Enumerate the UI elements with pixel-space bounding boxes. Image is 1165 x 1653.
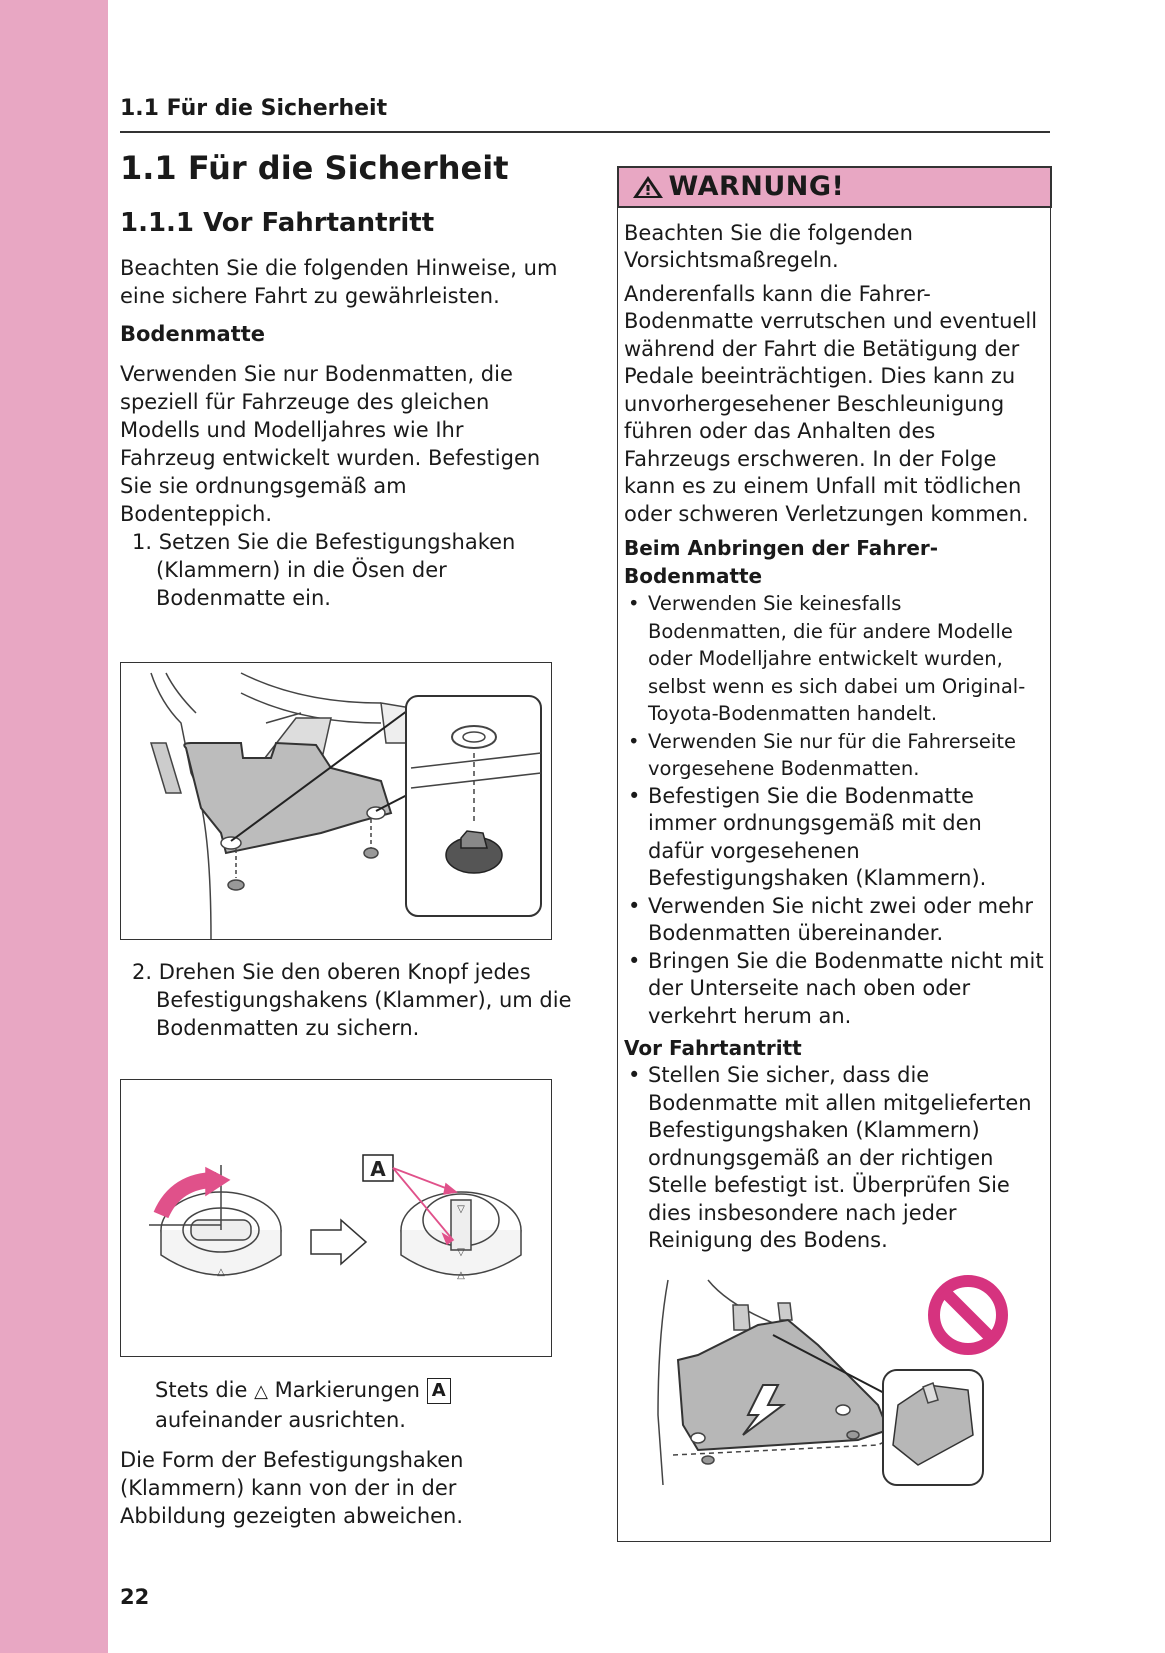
list-item: • Verwenden Sie keinesfalls Bodenmatten, die für andere Modelle oder Modelljahre entwickelt wurden, selbst wenn es sich dabei um Original-Toyota-Bodenmatten handelt. <box>624 590 1044 728</box>
warning-bullets-1 <box>624 590 1044 1030</box>
alignment-note <box>155 1376 575 1434</box>
floor-mat-hook-figure <box>120 662 552 940</box>
floor-mat-text: Verwenden Sie nur Bodenmatten, die speziell für Fahrzeuge des gleichen Modells und Modelljahres wie Ihr Fahrzeug entwickelt wurden. Befestigen Sie sie ordnungsgemäß am Bodenteppich. <box>120 362 541 526</box>
callout-a-box: A <box>427 1378 451 1404</box>
warning-subheading-2: Vor Fahrtantritt <box>624 1036 802 1060</box>
warning-title: WARNUNG! <box>668 171 845 202</box>
svg-text:△: △ <box>217 1267 225 1278</box>
warning-subheading-1: Beim Anbringen der Fahrer-Bodenmatte <box>624 536 939 588</box>
subsection-title: 1.1.1 Vor Fahrtantritt <box>120 208 435 238</box>
align-note-after: aufeinander ausrichten. <box>155 1408 406 1432</box>
warning-box <box>617 166 1051 1542</box>
warning-triangle-icon <box>631 174 665 200</box>
list-item: • Stellen Sie sicher, dass die Bodenmatte mit allen mitgelieferten Befestigungshaken (Klammern) ordnungsgemäß an der richtigen Stelle befestigt ist. Überprüfen Sie dies insbesondere nach jeder Reinigung des Bodens. <box>624 1062 1044 1255</box>
warning-bullets-2 <box>624 1062 1044 1255</box>
warning-header <box>617 166 1052 208</box>
step-2: 2. Drehen Sie den oberen Knopf jedes Befestigungshakens (Klammer), um die Bodenmatten zu sichern. <box>132 960 572 1040</box>
form-note: Die Form der Befestigungshaken (Klammern) kann von der in der Abbildung gezeigten abweichen. <box>120 1448 464 1528</box>
floor-mat-illustration <box>121 663 551 939</box>
header-rule <box>120 131 1050 133</box>
align-note-before: Stets die <box>155 1378 248 1402</box>
warning-paragraph-1: Beachten Sie die folgenden Vorsichtsmaßregeln. <box>624 220 913 272</box>
svg-text:△: △ <box>457 1270 465 1281</box>
svg-text:▽: ▽ <box>457 1204 465 1215</box>
floor-mat-heading: Bodenmatte <box>120 322 266 346</box>
list-item: • Bringen Sie die Bodenmatte nicht mit der Unterseite nach oben oder verkehrt herum an. <box>624 948 1044 1031</box>
list-item: • Verwenden Sie nur für die Fahrerseite vorgesehene Bodenmatten. <box>624 728 1044 783</box>
warning-paragraph-2: Anderenfalls kann die Fahrer-Bodenmatte verrutschen und eventuell während der Fahrt die Betätigung der Pedale beeinträchtigen. Dies kann zu unvorhergesehener Beschleunigung führen oder das Anhalten des Fahrzeugs erschweren. In der Folge kann es zu einem Unfall mit tödlichen oder schweren Verletzungen kommen. <box>624 281 1038 526</box>
align-note-middle: Markierungen <box>274 1378 420 1402</box>
left-column <box>120 148 560 612</box>
page-margin-band <box>0 0 108 1653</box>
figure-callout-a: A <box>370 1157 386 1181</box>
clip-rotation-figure <box>120 1079 552 1357</box>
list-item: • Verwenden Sie nicht zwei oder mehr Bodenmatten übereinander. <box>624 893 1044 948</box>
step-1: 1. Setzen Sie die Befestigungshaken (Klammern) in die Ösen der Bodenmatte ein. <box>132 530 516 610</box>
section-title: 1.1 Für die Sicherheit <box>120 149 509 187</box>
triangle-mark-icon: △ <box>254 1381 268 1402</box>
incorrect-mat-illustration <box>638 1275 1038 1495</box>
running-head: 1.1 Für die Sicherheit <box>120 96 388 121</box>
clip-rotation-illustration <box>121 1080 551 1356</box>
page-number: 22 <box>120 1585 150 1609</box>
intro-text: Beachten Sie die folgenden Hinweise, um eine sichere Fahrt zu gewährleisten. <box>120 256 558 308</box>
svg-text:▽: ▽ <box>457 1247 465 1258</box>
warning-body <box>618 208 1050 1255</box>
list-item: • Befestigen Sie die Bodenmatte immer ordnungsgemäß mit den dafür vorgesehenen Befestigungshaken (Klammern). <box>624 783 1044 893</box>
